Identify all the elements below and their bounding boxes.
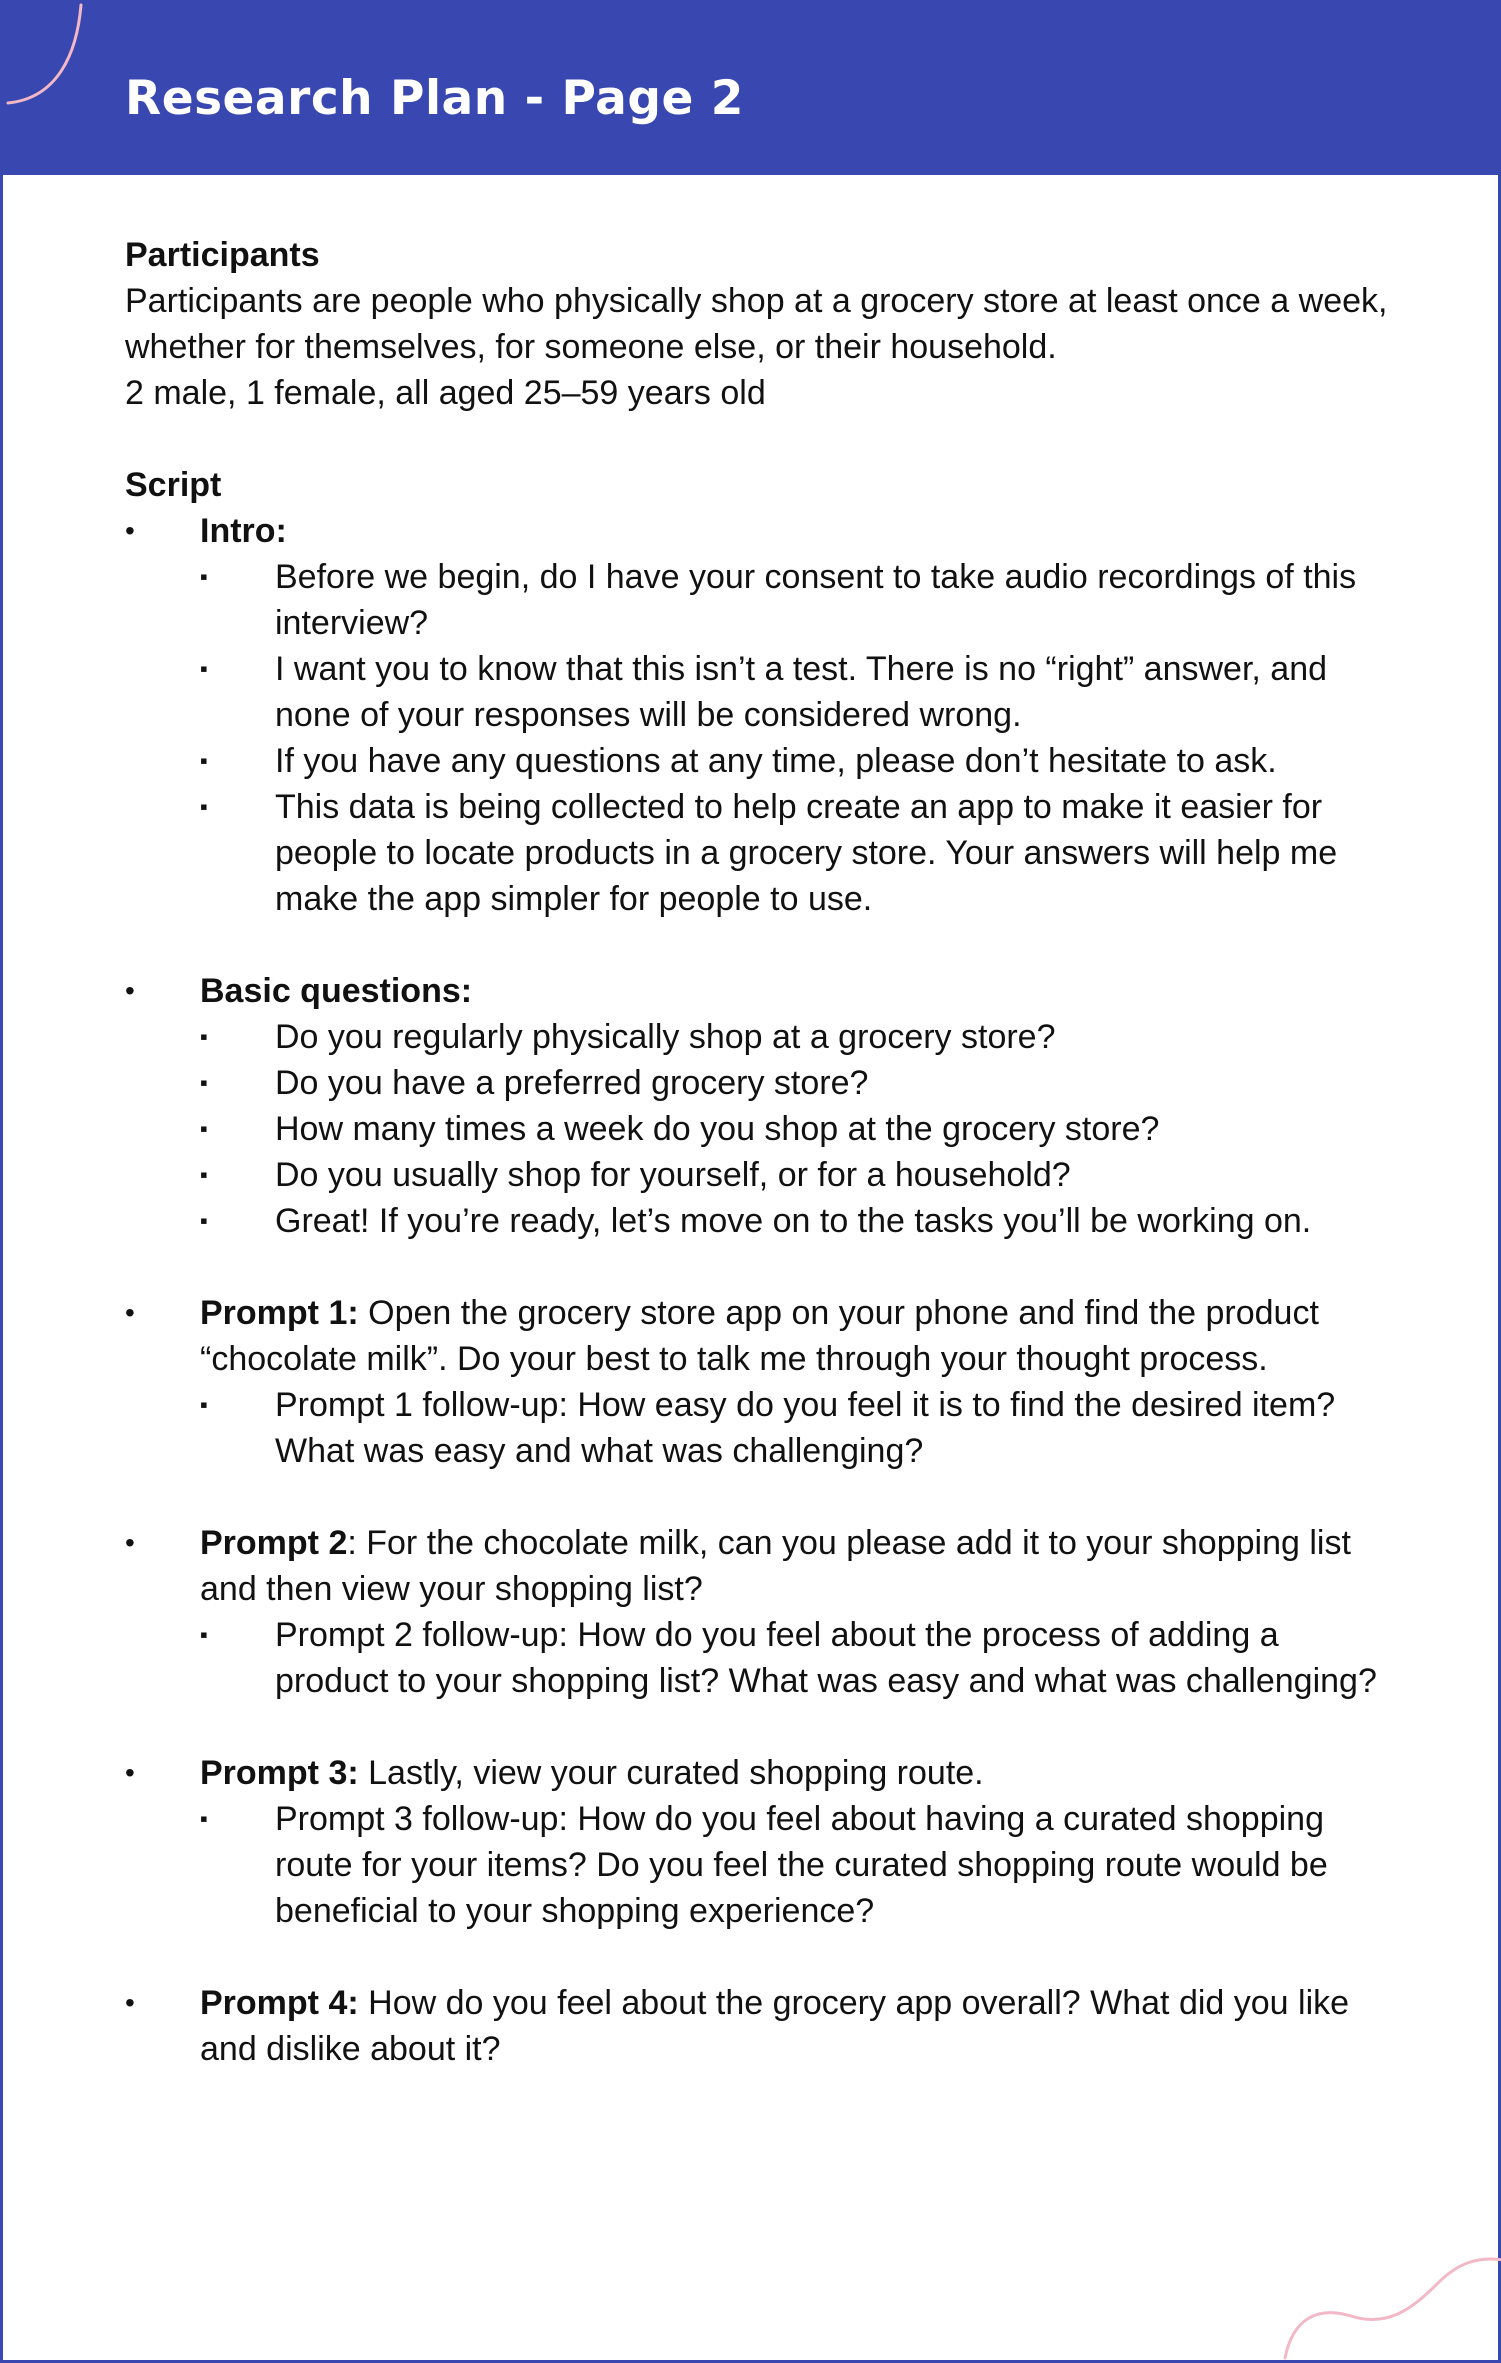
square-bullet-icon: ▪ xyxy=(200,1208,208,1233)
list-item xyxy=(200,1198,1395,1244)
sub-list xyxy=(200,1796,1395,1934)
list-item-text: Do you have a preferred grocery store? xyxy=(275,1064,869,1102)
square-bullet-icon: ▪ xyxy=(200,1622,208,1647)
square-bullet-icon: ▪ xyxy=(200,1392,208,1417)
square-bullet-icon: ▪ xyxy=(200,748,208,773)
section-spacer xyxy=(125,1474,1395,1520)
list-item xyxy=(200,646,1395,738)
script-section-intro xyxy=(125,508,1395,922)
bullet-icon: • xyxy=(125,1987,135,2018)
header-band xyxy=(3,3,1501,175)
section-label: Prompt 1: xyxy=(200,1294,359,1332)
section-text: : For the chocolate milk, can you please add it to your shopping list and then view your shopping list? xyxy=(200,1524,1351,1608)
section-text: How do you feel about the grocery app overall? What did you like and dislike about it? xyxy=(200,1984,1350,2068)
list-item-text: This data is being collected to help create an app to make it easier for people to locate products in a grocery store. Your answers will help me make the app simpler for people to use. xyxy=(275,788,1338,918)
section-spacer xyxy=(125,1244,1395,1290)
sub-list xyxy=(200,1612,1395,1704)
section-spacer xyxy=(125,1704,1395,1750)
list-item-text: Do you regularly physically shop at a grocery store? xyxy=(275,1018,1056,1056)
participants-heading: Participants xyxy=(125,236,320,274)
list-item xyxy=(200,1382,1395,1474)
page-title: Research Plan - Page 2 xyxy=(125,71,744,126)
section-label: Prompt 4: xyxy=(200,1984,359,2022)
section-text: Open the grocery store app on your phone and find the product “chocolate milk”. Do your best to talk me through your thought process. xyxy=(200,1294,1319,1378)
participants-description: Participants are people who physically shop at a grocery store at least once a week, whether for themselves, for someone else, or their household. xyxy=(125,282,1388,366)
script-list xyxy=(125,508,1395,2072)
list-item xyxy=(200,1060,1395,1106)
script-section-prompt-4 xyxy=(125,1980,1395,2072)
section-spacer xyxy=(125,922,1395,968)
bullet-icon: • xyxy=(125,1757,135,1788)
list-item-text: I want you to know that this isn’t a test. There is no “right” answer, and none of your responses will be considered wrong. xyxy=(275,650,1328,734)
list-item-text: Do you usually shop for yourself, or for a household? xyxy=(275,1156,1071,1194)
list-item xyxy=(200,1152,1395,1198)
list-item xyxy=(200,554,1395,646)
list-item xyxy=(200,1612,1395,1704)
section-label: Prompt 2 xyxy=(200,1524,348,1562)
script-section-basic-questions xyxy=(125,968,1395,1244)
list-item xyxy=(200,1796,1395,1934)
bullet-icon: • xyxy=(125,515,135,546)
square-bullet-icon: ▪ xyxy=(200,564,208,589)
participants-demographics: 2 male, 1 female, all aged 25–59 years old xyxy=(125,374,766,412)
square-bullet-icon: ▪ xyxy=(200,1162,208,1187)
decorative-curve-top-left xyxy=(3,3,93,113)
square-bullet-icon: ▪ xyxy=(200,1070,208,1095)
document-body xyxy=(125,232,1395,2072)
script-section-prompt-2 xyxy=(125,1520,1395,1704)
sub-list xyxy=(200,1014,1395,1244)
list-item-text: Before we begin, do I have your consent to take audio recordings of this interview? xyxy=(275,558,1357,642)
list-item-text: Prompt 2 follow-up: How do you feel about the process of adding a product to your shopping list? What was easy and what was challenging? xyxy=(275,1616,1377,1700)
section-spacer xyxy=(125,1934,1395,1980)
list-item-text: Prompt 3 follow-up: How do you feel about having a curated shopping route for your items? Do you feel the curated shopping route would be beneficial to your shopping experience? xyxy=(275,1800,1328,1930)
list-item-text: Prompt 1 follow-up: How easy do you feel it is to find the desired item? What was easy and what was challenging? xyxy=(275,1386,1336,1470)
script-section-prompt-1 xyxy=(125,1290,1395,1474)
bullet-icon: • xyxy=(125,975,135,1006)
sub-list xyxy=(200,1382,1395,1474)
section-label: Basic questions: xyxy=(200,972,473,1010)
bullet-icon: • xyxy=(125,1297,135,1328)
list-item-text: How many times a week do you shop at the grocery store? xyxy=(275,1110,1160,1148)
list-item xyxy=(200,1106,1395,1152)
section-label: Intro: xyxy=(200,512,287,550)
section-text: Lastly, view your curated shopping route. xyxy=(358,1754,984,1792)
square-bullet-icon: ▪ xyxy=(200,1024,208,1049)
list-item-text: Great! If you’re ready, let’s move on to the tasks you’ll be working on. xyxy=(275,1202,1312,1240)
list-item xyxy=(200,784,1395,922)
square-bullet-icon: ▪ xyxy=(200,1116,208,1141)
list-item xyxy=(200,738,1395,784)
script-section-prompt-3 xyxy=(125,1750,1395,1934)
section-label: Prompt 3: xyxy=(200,1754,359,1792)
square-bullet-icon: ▪ xyxy=(200,1806,208,1831)
sub-list xyxy=(200,554,1395,922)
list-item-text: If you have any questions at any time, please don’t hesitate to ask. xyxy=(275,742,1277,780)
square-bullet-icon: ▪ xyxy=(200,656,208,681)
decorative-wave-bottom-right xyxy=(1273,2238,1501,2363)
bullet-icon: • xyxy=(125,1527,135,1558)
list-item xyxy=(200,1014,1395,1060)
square-bullet-icon: ▪ xyxy=(200,794,208,819)
script-heading: Script xyxy=(125,466,222,504)
